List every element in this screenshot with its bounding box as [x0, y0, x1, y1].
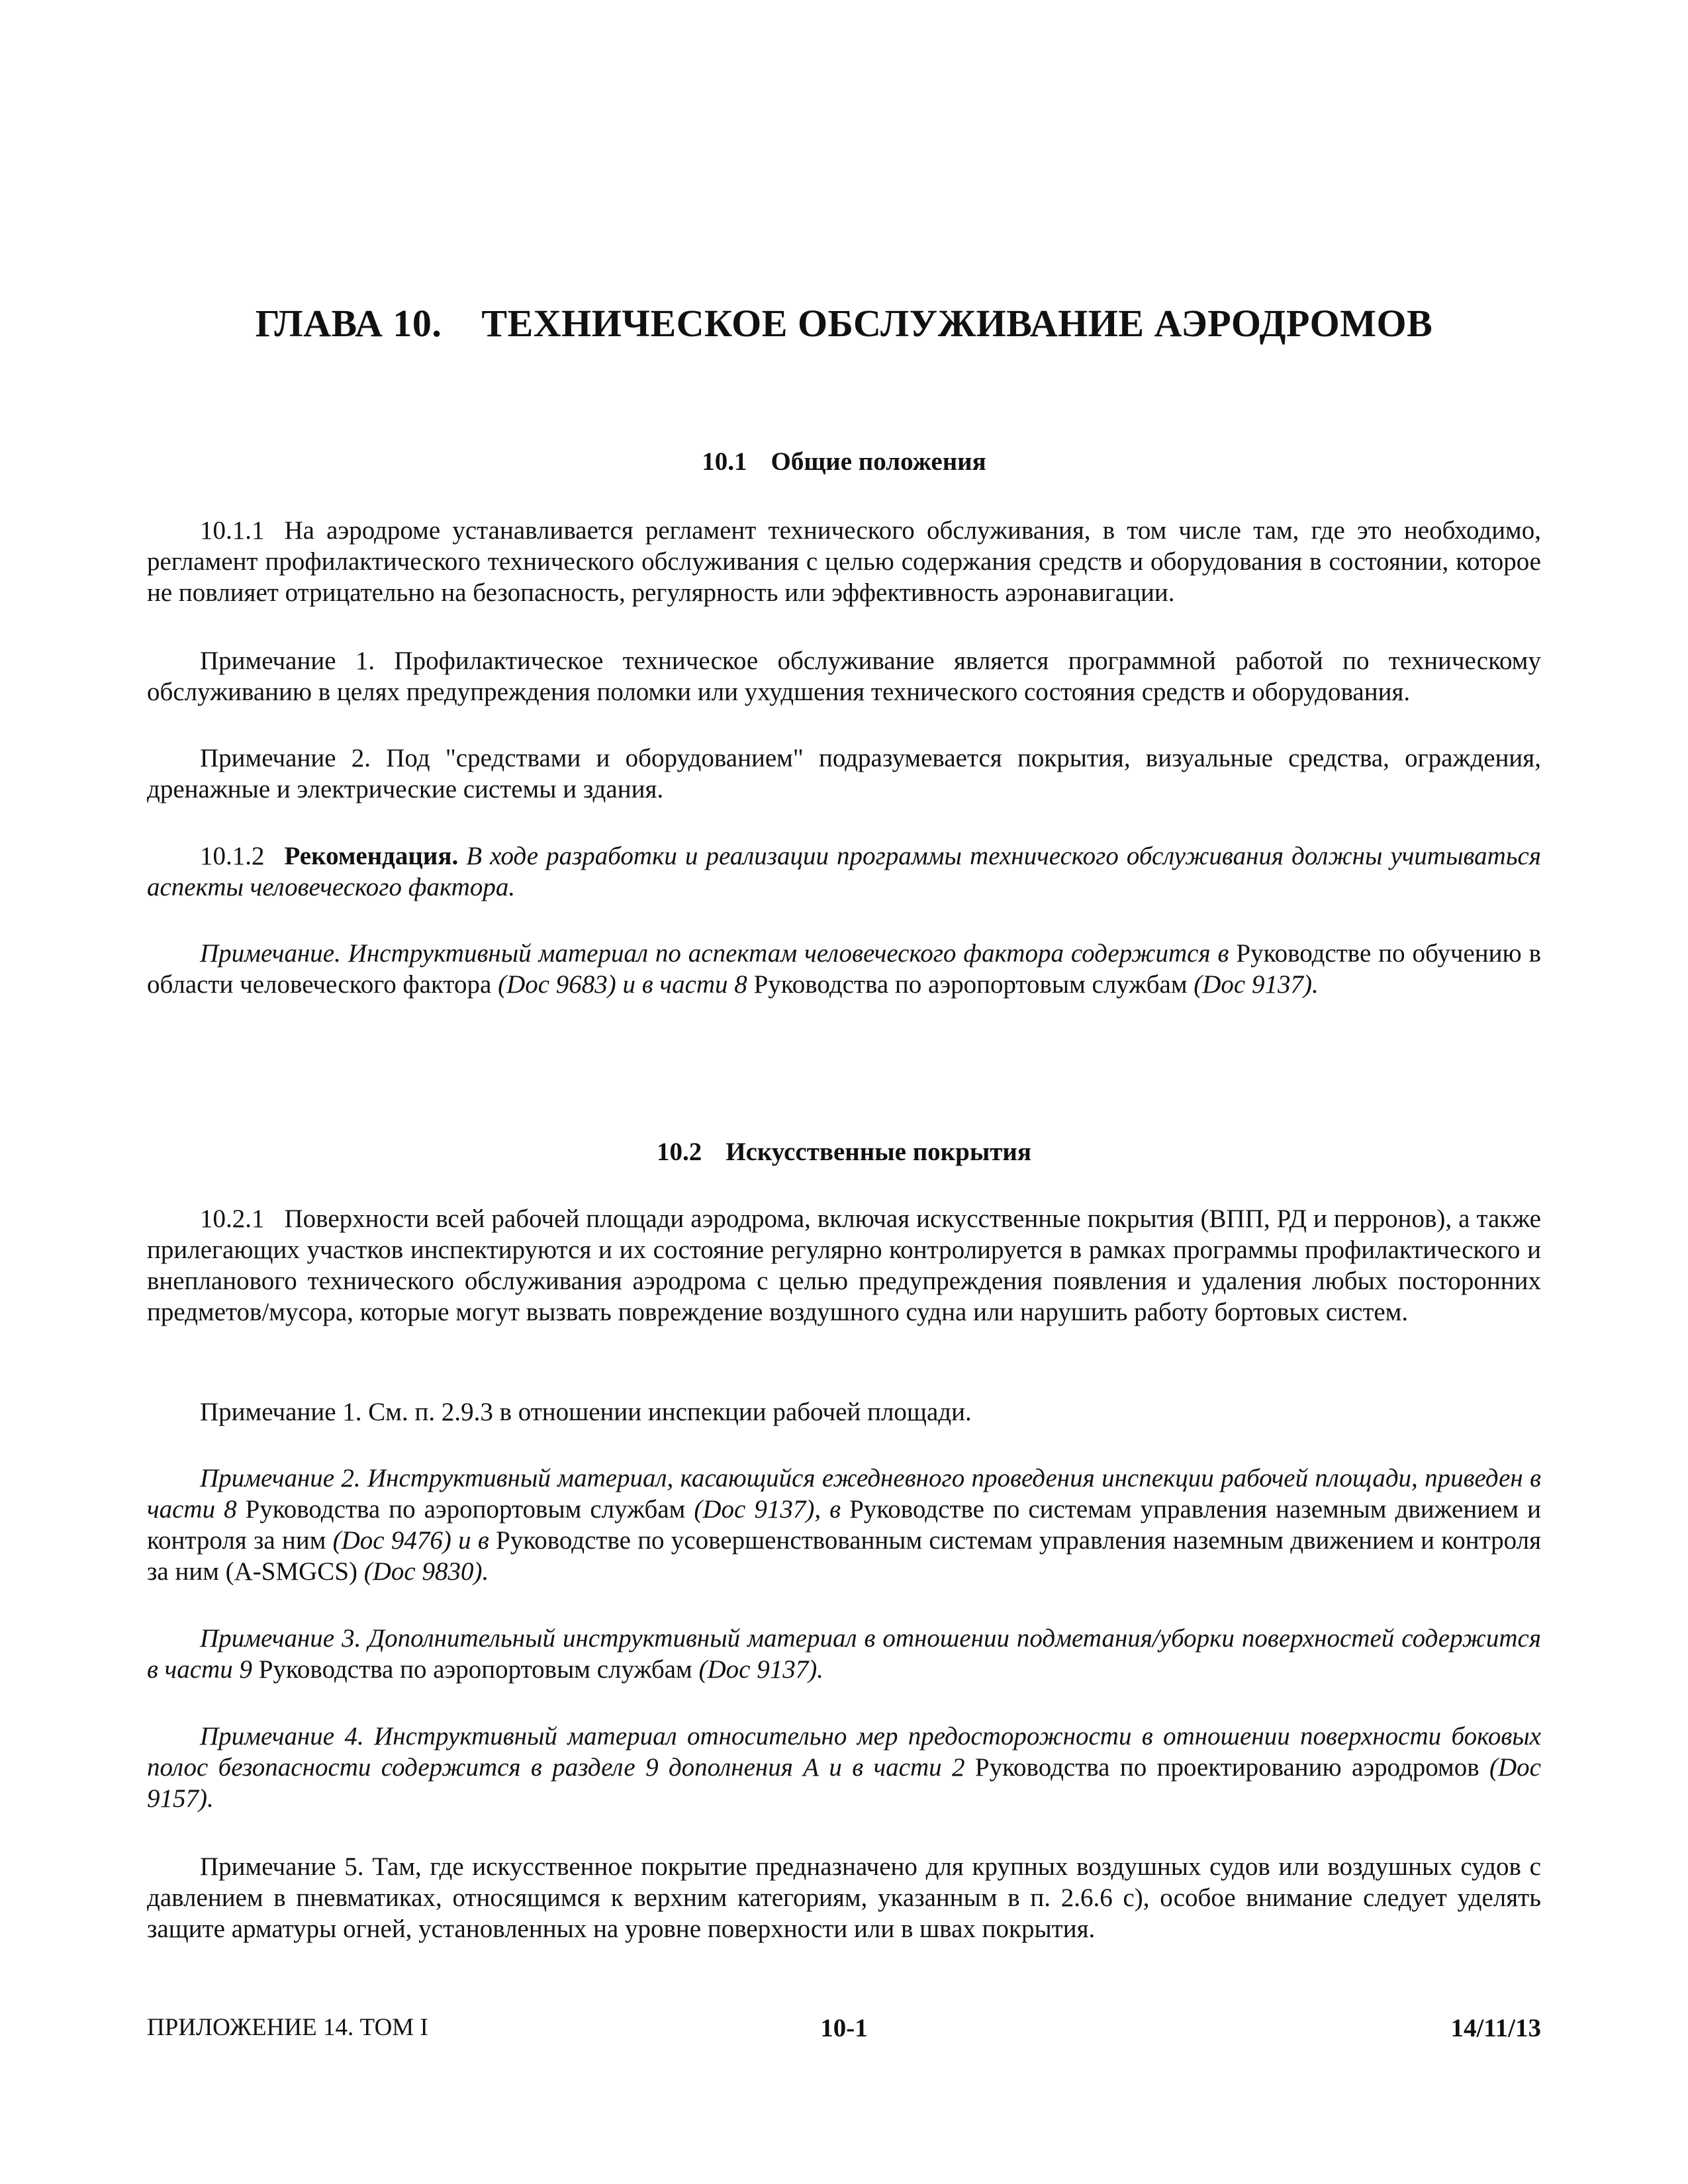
- paragraph-10-1-1: [147, 515, 1541, 608]
- footer-page-number: 10-1: [820, 2014, 868, 2042]
- note-10-2-2: Примечание 2. Инструктивный материал, касающийся ежедневного проведения инспекции рабочей площади, приведен в части 8 Руководства по аэропортовым службам (Doc 9137), в Руководстве по системам управления наземным движением и контроля за ним (Doc 9476) и в Руководстве по усовершенствованным системам управления наземным движением и контроля за ним (A-SMGCS) (Doc 9830).: [147, 1464, 1542, 1586]
- paragraph-text: На аэродроме устанавливается регламент технического обслуживания, в том числе там, где это необходимо, регламент профилактического технического обслуживания с целью содержания средств и оборудования в состоянии, которое не повлияет отрицательно на безопасность, регулярность или эффективность аэронавигации.: [147, 516, 1541, 607]
- footer-date: 14/11/13: [1450, 2014, 1541, 2042]
- chapter-title: [147, 301, 1541, 345]
- note-10-2-4: Примечание 4. Инструктивный материал относительно мер предосторожности в отношении поверхности боковых полос безопасности содержится в разделе 9 дополнения А и в части 2 Руководства по проектированию аэродромов (Doc 9157).: [147, 1722, 1541, 1813]
- note-human-factors: Примечание. Инструктивный материал по аспектам человеческого фактора содержится в Руководстве по обучению в области человеческого фактора (Doc 9683) и в части 8 Руководства по аэропортовым службам (Doc 9137).: [147, 939, 1541, 999]
- footer-annex-label: ПРИЛОЖЕНИЕ 14. ТОМ I: [147, 2014, 428, 2041]
- paragraph-number: 10.1.1: [200, 516, 265, 545]
- chapter-number: ГЛАВА 10.: [255, 302, 442, 345]
- note-10-2-1: Примечание 1. См. п. 2.9.3 в отношении инспекции рабочей площади.: [200, 1398, 972, 1426]
- note-10-1-2: Примечание 2. Под "средствами и оборудованием" подразумевается покрытия, визуальные средства, ограждения, дренажные и электрические системы и здания.: [147, 744, 1541, 803]
- chapter-name: ТЕХНИЧЕСКОЕ ОБСЛУЖИВАНИЕ АЭРОДРОМОВ: [481, 302, 1433, 345]
- page-footer: [147, 2013, 1541, 2046]
- note-10-1-1: Примечание 1. Профилактическое техническое обслуживание является программной работой по техническому обслуживанию в целях предупреждения поломки или ухудшения технического состояния средств и оборудования.: [147, 647, 1541, 706]
- paragraph-10-2-1: 10.2.1 Поверхности всей рабочей площади аэродрома, включая искусственные покрытия (ВПП, РД и перронов), а также прилегающих участков инспектируются и их состояние регулярно контролируется в рамках программы профилактического и внепланового технического обслуживания аэродрома с целью предупреждения появления и удаления любых посторонних предметов/мусора, которые могут вызвать повреждение воздушного судна или нарушить работу бортовых систем.: [147, 1205, 1541, 1326]
- document-page: [147, 0, 1541, 2184]
- note-10-2-3: Примечание 3. Дополнительный инструктивный материал в отношении подметания/уборки поверхностей содержится в части 9 Руководства по аэропортовым службам (Doc 9137).: [147, 1624, 1541, 1684]
- paragraph-10-1-2: 10.1.2 Рекомендация. В ходе разработки и реализации программы технического обслуживания должны учитываться аспекты человеческого фактора.: [147, 842, 1542, 901]
- note-10-2-5: Примечание 5. Там, где искусственное покрытие предназначено для крупных воздушных судов или воздушных судов с давлением в пневматиках, относящимся к верхним категориям, указанным в п. 2.6.6 с), особое внимание следует уделять защите арматуры огней, установленных на уровне поверхности или в швах покрытия.: [147, 1852, 1541, 1943]
- section-heading-10-2: 10.2 Искусственные покрытия: [656, 1138, 1032, 1166]
- section-heading-10-1: 10.1 Общие положения: [702, 447, 986, 476]
- recommendation-label: Рекомендация.: [284, 842, 459, 870]
